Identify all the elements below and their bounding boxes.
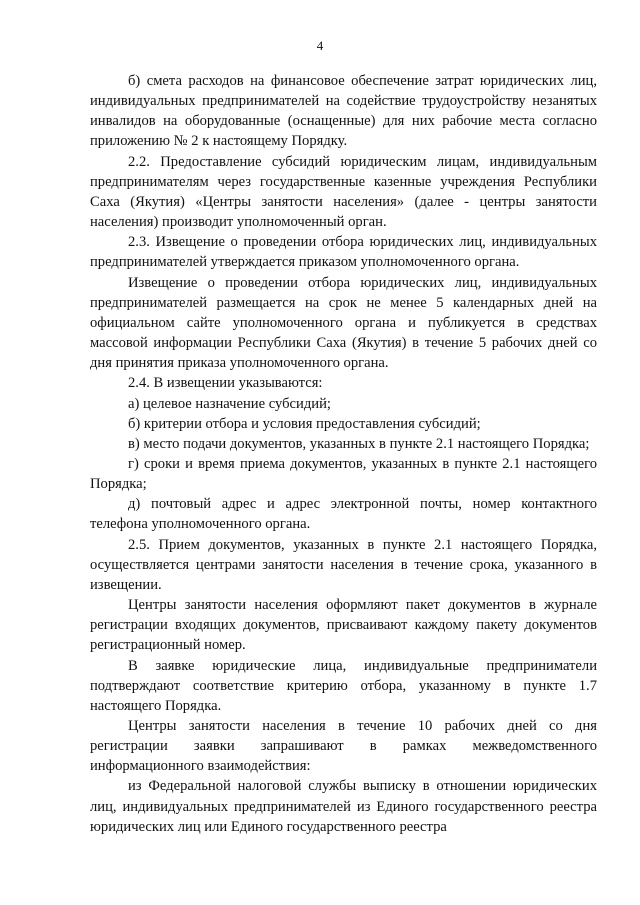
paragraph-2-3: 2.3. Извещение о проведении отбора юридических лиц, индивидуальных предпринимателей утверждается приказом уполномоченного органа. xyxy=(90,234,597,271)
list-item-v: в) место подачи документов, указанных в пункте 2.1 настоящего Порядка; xyxy=(128,435,590,452)
paragraph-2-4: 2.4. В извещении указываются: xyxy=(128,375,323,392)
page-number: 4 xyxy=(316,38,324,53)
paragraph-2-5: 2.5. Прием документов, указанных в пункте 2.1 настоящего Порядка, осуществляется центрами занятости населения в течение срока, указанного в извещении. xyxy=(90,536,597,593)
list-item-a: а) целевое назначение субсидий; xyxy=(128,395,331,412)
paragraph-tax-service-extract: из Федеральной налоговой службы выписку в отношении юридических лиц, индивидуальных предпринимателей из Единого государственного реестра юридических лиц или Единого государственного реестра xyxy=(90,778,597,835)
list-item-b: б) критерии отбора и условия предоставления субсидий; xyxy=(128,415,481,432)
list-item-g: г) сроки и время приема документов, указанных в пункте 2.1 настоящего Порядка; xyxy=(90,455,597,493)
list-item-d: д) почтовый адрес и адрес электронной почты, номер контактного телефона уполномоченного органа. xyxy=(90,496,597,533)
paragraph-interagency-request: Центры занятости населения в течение 10 рабочих дней со дня регистрации заявки запрашивают в рамках межведомственного информационного взаимодействия: xyxy=(90,718,597,775)
document-body xyxy=(90,71,597,837)
paragraph-b-expense-estimate: б) смета расходов на финансовое обеспечение затрат юридических лиц, индивидуальных предпринимателей на содействие трудоустройству незанятых инвалидов на оборудованные (оснащенные) для них рабочие места согласно приложению № 2 к настоящему Порядку. xyxy=(90,73,597,150)
paragraph-application-confirmation: В заявке юридические лица, индивидуальные предприниматели подтверждают соответствие критерию отбора, указанному в пункте 1.7 настоящего Порядка. xyxy=(90,657,597,714)
paragraph-notice-placement: Извещение о проведении отбора юридических лиц, индивидуальных предпринимателей размещается на срок не менее 5 календарных дней на официальном сайте уполномоченного органа и публикуется в средствах массовой информации Республики Саха (Якутия) в течение 5 рабочих дней со дня принятия приказа уполномоченного органа. xyxy=(90,274,597,372)
paragraph-document-registration: Центры занятости населения оформляют пакет документов в журнале регистрации входящих документов, присваивают каждому пакету документов регистрационный номер. xyxy=(90,597,597,654)
paragraph-2-2: 2.2. Предоставление субсидий юридическим лицам, индивидуальным предпринимателям через государственные казенные учреждения Республики Саха (Якутия) «Центры занятости населения» (далее - центры занятости населения) производит уполномоченный орган. xyxy=(90,153,597,231)
